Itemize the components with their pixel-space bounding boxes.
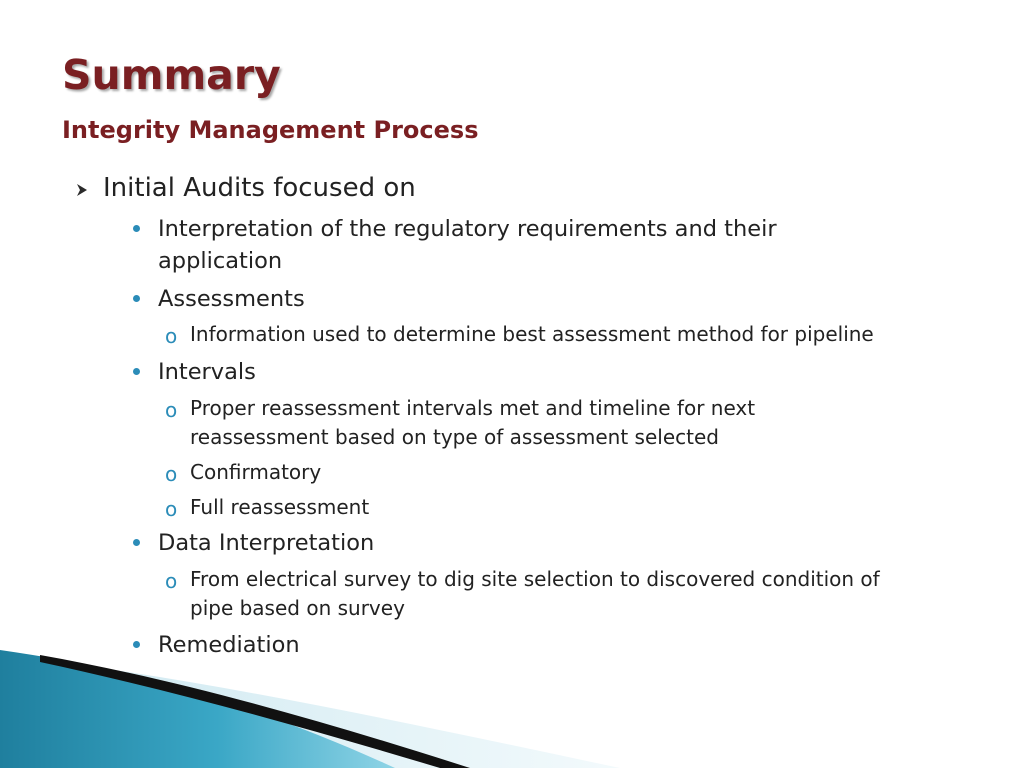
bullet-data-survey-line1: From electrical survey to dig site selection to discovered condition of <box>190 567 880 591</box>
circle-bullet-icon: o <box>165 324 178 348</box>
bullet-interpretation-line2: application <box>158 248 283 274</box>
slide-title: Summary <box>62 51 281 99</box>
slide-subtitle: Integrity Management Process <box>62 116 479 144</box>
bullet-assessments-info: Information used to determine best assessment method for pipeline <box>190 322 874 346</box>
circle-bullet-icon: o <box>165 497 178 521</box>
bullet-intervals: Intervals <box>158 359 256 385</box>
bullet-data-survey-line2: pipe based on survey <box>190 596 405 620</box>
bullet-interpretation-line1: Interpretation of the regulatory requirements and their <box>158 216 777 242</box>
bullet-data-interpretation: Data Interpretation <box>158 530 375 556</box>
bullet-intervals-proper-line1: Proper reassessment intervals met and timeline for next <box>190 396 756 420</box>
circle-bullet-icon: o <box>165 398 178 422</box>
bullet-intervals-full: Full reassessment <box>190 495 370 519</box>
bullet-remediation: Remediation <box>158 632 300 658</box>
circle-bullet-icon: o <box>165 462 178 486</box>
circle-bullet-icon: o <box>165 569 178 593</box>
bullet-initial-audits: Initial Audits focused on <box>103 173 416 203</box>
bullet-intervals-confirmatory: Confirmatory <box>190 460 322 484</box>
bullet-assessments: Assessments <box>158 286 305 312</box>
bullet-intervals-proper-line2: reassessment based on type of assessment selected <box>190 425 719 449</box>
